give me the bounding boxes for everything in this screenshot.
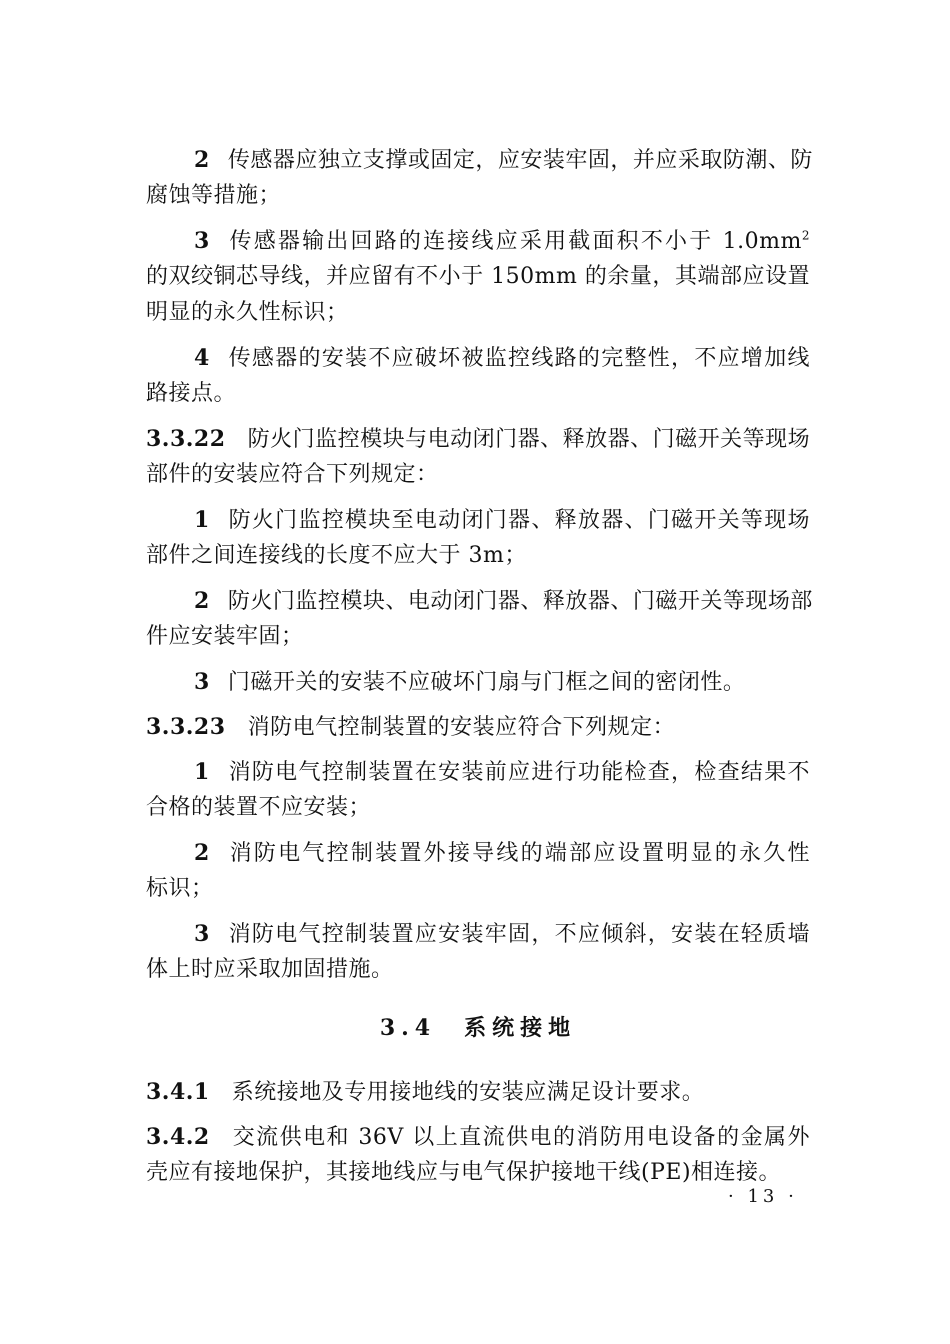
item-number: 1 (194, 507, 210, 533)
paragraph-line (146, 340, 810, 376)
page-number: · 13 · (728, 1186, 798, 1207)
paragraph-text: 消防电气控制装置在安装前应进行功能检查，检查结果不 (227, 760, 810, 785)
clause-text: 防火门监控模块与电动闭门器、释放器、门磁开关等现场 (247, 427, 811, 452)
paragraph-text: 防火门监控模块、电动闭门器、释放器、门磁开关等现场部 (227, 589, 813, 614)
paragraph-text: 标识； (146, 876, 214, 901)
paragraph-text: 合格的装置不应安装； (146, 795, 372, 820)
item-number: 3 (194, 669, 210, 695)
paragraph-text: 明显的永久性标识； (146, 300, 349, 325)
paragraph-text: 部件之间连接线的长度不应大于 3m； (146, 543, 527, 568)
paragraph-line (146, 952, 810, 988)
paragraph-text: 的双绞铜芯导线，并应留有不小于 150mm 的余量，其端部应设置 (146, 264, 810, 289)
paragraph-text: 路接点。 (146, 381, 237, 406)
clause-line (146, 1074, 810, 1110)
item-number: 4 (194, 345, 210, 371)
paragraph-text: 消防电气控制装置外接导线的端部应设置明显的永久性 (227, 841, 810, 866)
clause-line (146, 709, 810, 745)
item-number: 3 (194, 228, 210, 254)
paragraph-line (146, 259, 810, 295)
item-number: 1 (194, 759, 210, 785)
clause-text: 交流供电和 36V 以上直流供电的消防用电设备的金属外 (231, 1125, 810, 1150)
superscript: 2 (801, 228, 810, 243)
paragraph-text: 腐蚀等措施； (146, 183, 282, 208)
paragraph-line (146, 583, 813, 619)
paragraph-line (146, 664, 810, 700)
section-number: 3.4 (379, 1015, 437, 1041)
paragraph-text: 消防电气控制装置应安装牢固，不应倾斜，安装在轻质墙 (227, 922, 810, 947)
item-number: 3 (194, 921, 210, 947)
paragraph-text: 传感器输出回路的连接线应采用截面积不小于 1.0mm (227, 229, 802, 254)
clause-line (146, 1119, 810, 1155)
paragraph-line (146, 835, 810, 871)
paragraph-text: 传感器的安装不应破坏被监控线路的完整性，不应增加线 (227, 346, 810, 371)
clause-number: 3.3.23 (146, 714, 226, 740)
clause-number: 3.4.1 (146, 1079, 210, 1105)
item-number: 2 (194, 840, 210, 866)
paragraph-line (146, 790, 810, 826)
section-heading (146, 1010, 810, 1046)
paragraph-line (146, 754, 810, 790)
clause-text: 壳应有接地保护，其接地线应与电气保护接地干线(PE)相连接。 (146, 1160, 782, 1185)
paragraph-line (146, 916, 810, 952)
document-body (146, 142, 813, 1191)
clause-number: 3.3.22 (146, 426, 226, 452)
paragraph-text: 门磁开关的安装不应破坏门扇与门框之间的密闭性。 (227, 670, 746, 695)
paragraph-line (146, 502, 810, 538)
item-number: 2 (194, 588, 210, 614)
paragraph-text: 体上时应采取加固措施。 (146, 957, 394, 982)
paragraph-line (146, 619, 810, 655)
clause-line (146, 457, 810, 493)
clause-text: 部件的安装应符合下列规定： (146, 462, 439, 487)
paragraph-line (146, 295, 810, 331)
clause-line (146, 1155, 810, 1191)
paragraph-line (146, 538, 810, 574)
paragraph-text: 传感器应独立支撑或固定，应安装牢固，并应采取防潮、防 (227, 148, 813, 173)
paragraph-line (146, 178, 810, 214)
paragraph-line (146, 871, 810, 907)
item-number: 2 (194, 147, 210, 173)
clause-line (146, 421, 810, 457)
paragraph-text: 防火门监控模块至电动闭门器、释放器、门磁开关等现场 (227, 508, 810, 533)
paragraph-line (146, 142, 813, 178)
paragraph-text: 件应安装牢固； (146, 624, 304, 649)
paragraph-line (146, 223, 810, 259)
paragraph-line (146, 376, 810, 412)
clause-text: 系统接地及专用接地线的安装应满足设计要求。 (231, 1080, 705, 1105)
section-title: 系统接地 (464, 1015, 577, 1041)
clause-text: 消防电气控制装置的安装应符合下列规定： (247, 715, 676, 740)
clause-number: 3.4.2 (146, 1124, 210, 1150)
